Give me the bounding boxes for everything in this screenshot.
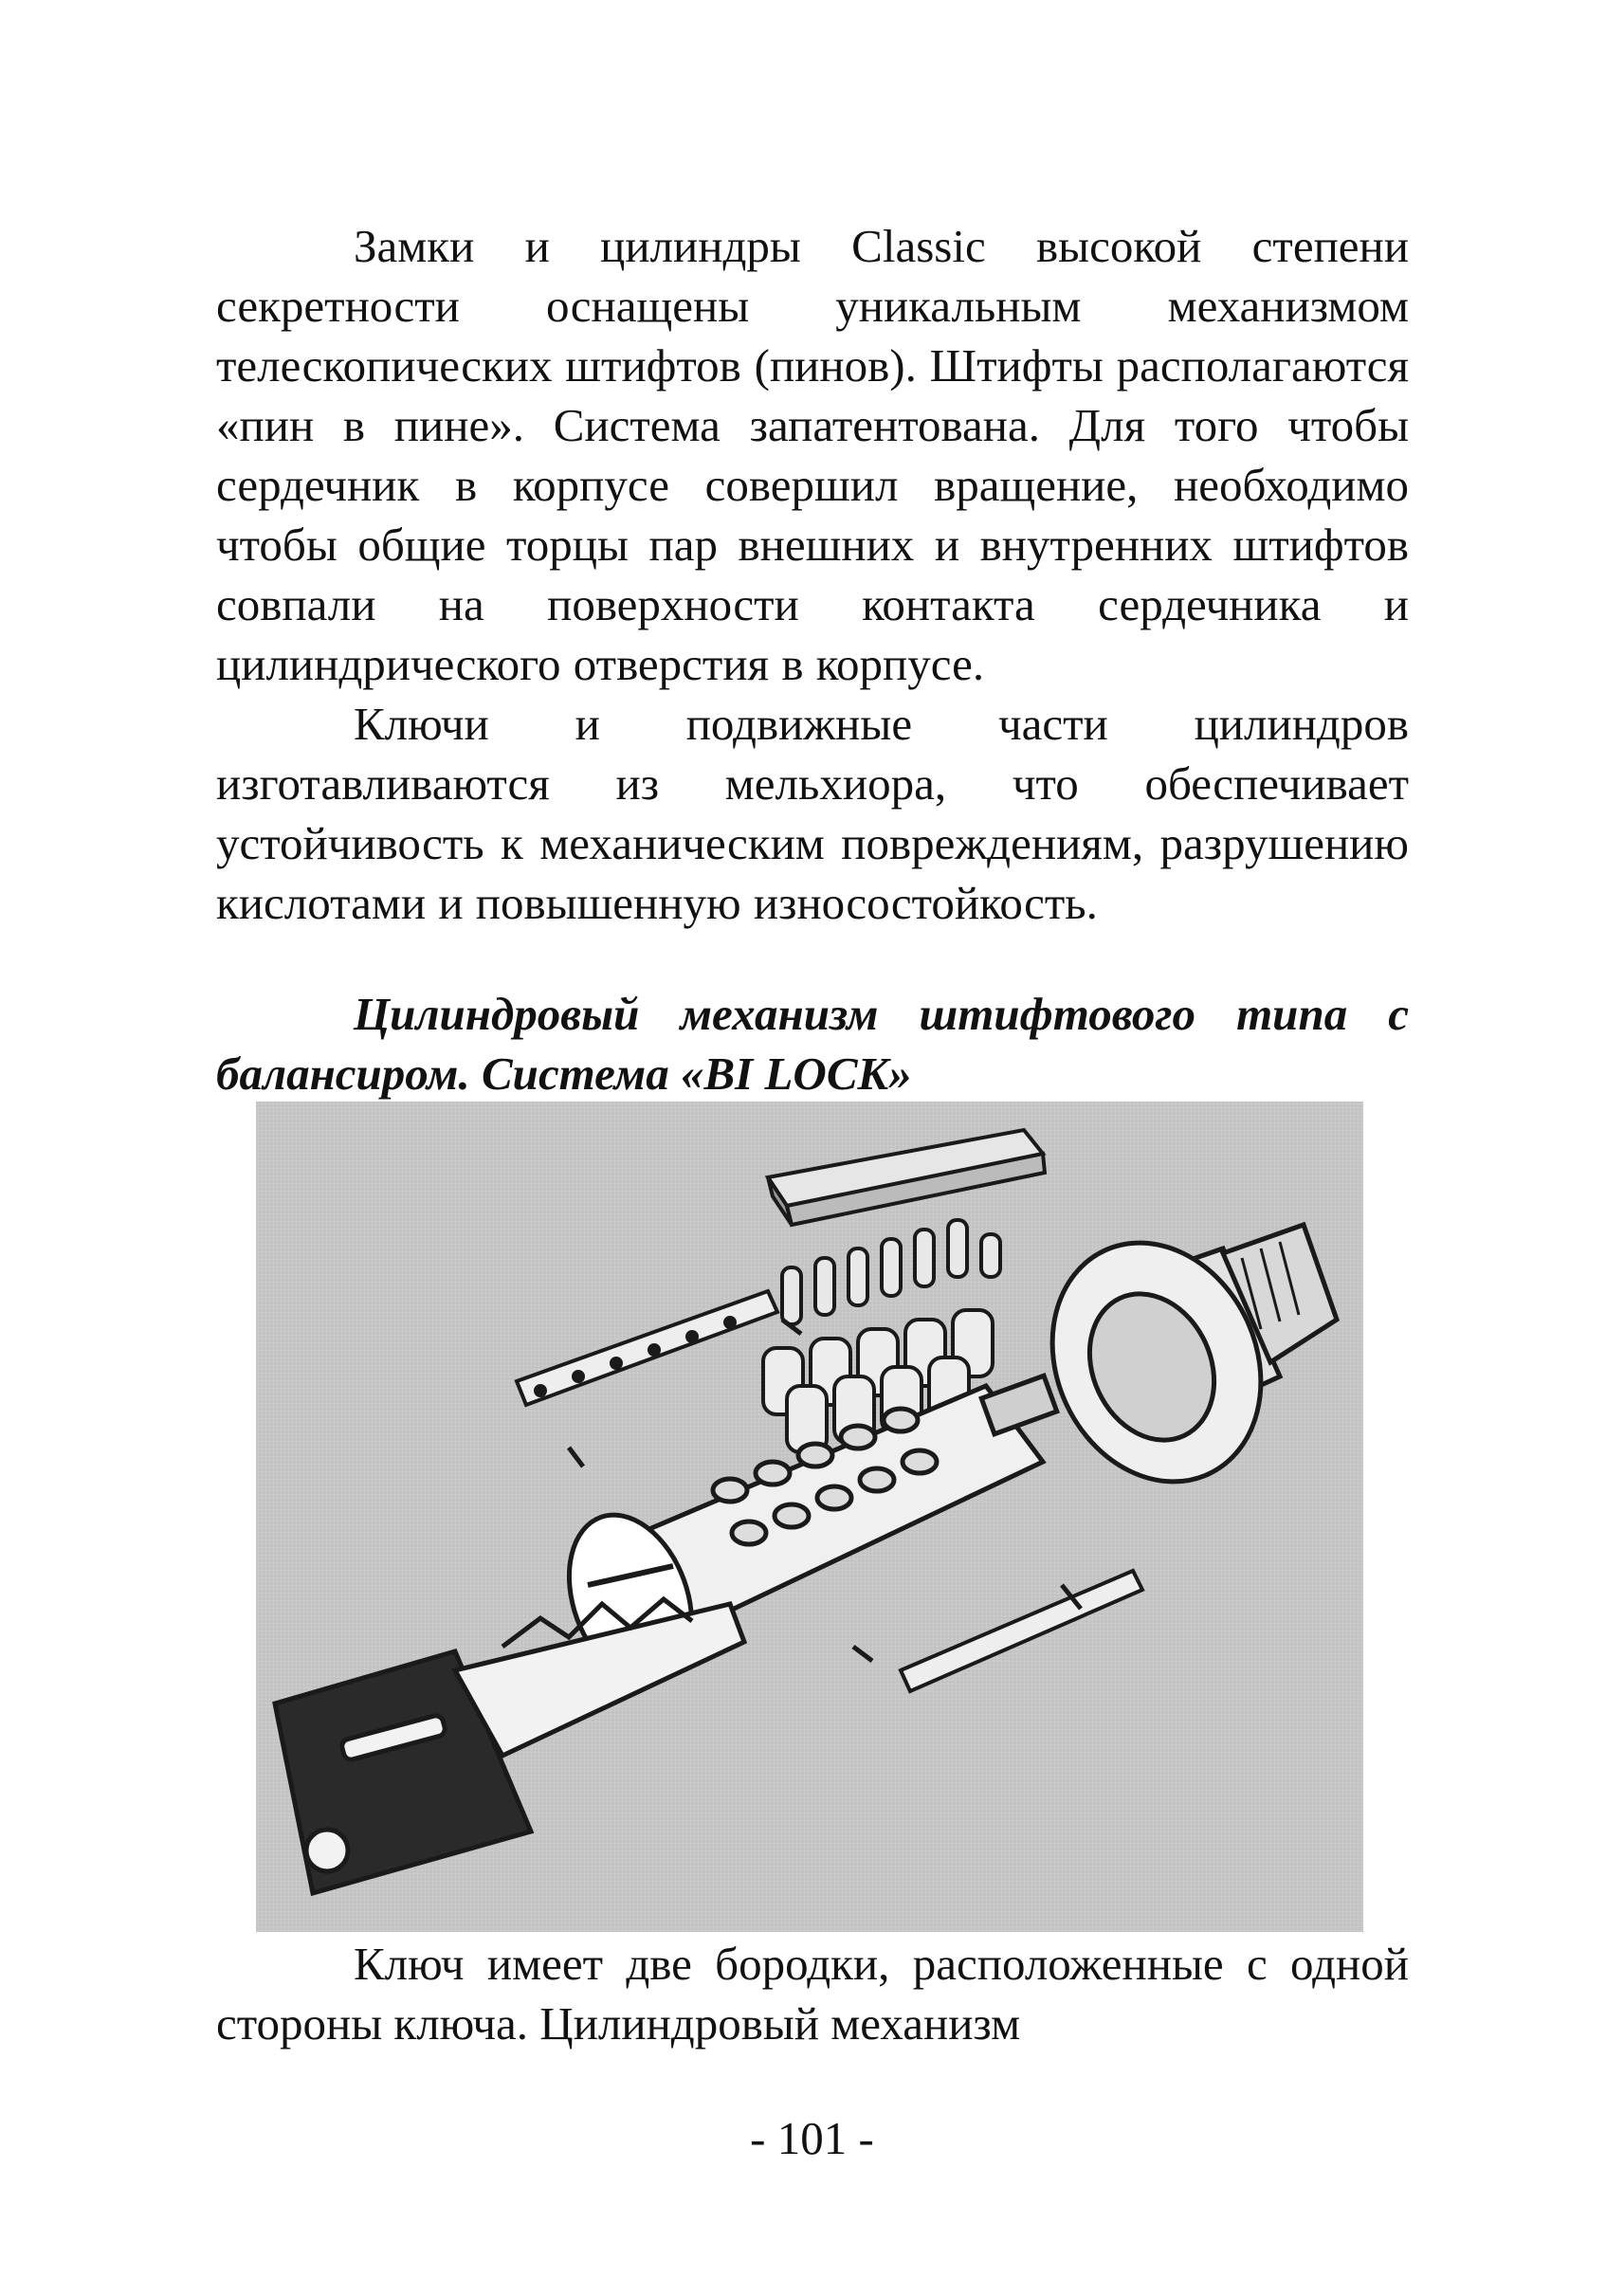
paragraph-1-text: Замки и цилиндры Classic высокой степени секретности оснащены уникальным механизмом телескопических штифтов (пинов). Штифты располагаются «пин в пине». Система запатентована. Для того чтобы сердечник в корпусе совершил вращение, необходимо чтобы общие торцы пар внешних и внутренних штифтов совпали на поверхности контакта сердечника и цилиндрического отверстия в корпусе.: [216, 220, 1409, 690]
text-paragraph-2: [216, 694, 1409, 933]
page-number: - 101 -: [750, 2112, 874, 2164]
text-paragraph-1: [216, 216, 1409, 694]
paragraph-2-text: Ключи и подвижные части цилиндров изготавливаются из мельхиора, что обеспечивает устойчивость к механическим повреждениям, разрушению кислотами и повышенную износостойкость.: [216, 698, 1409, 929]
section-heading: Цилиндровый механизм штифтового типа с балансиром. Система «BI LOCK»: [216, 988, 1409, 1100]
paragraph-3-text: Ключ имеет две бородки, расположенные с одной стороны ключа. Цилиндровый механизм: [216, 1938, 1409, 2050]
exploded-cylinder-illustration: [256, 1102, 1363, 1932]
